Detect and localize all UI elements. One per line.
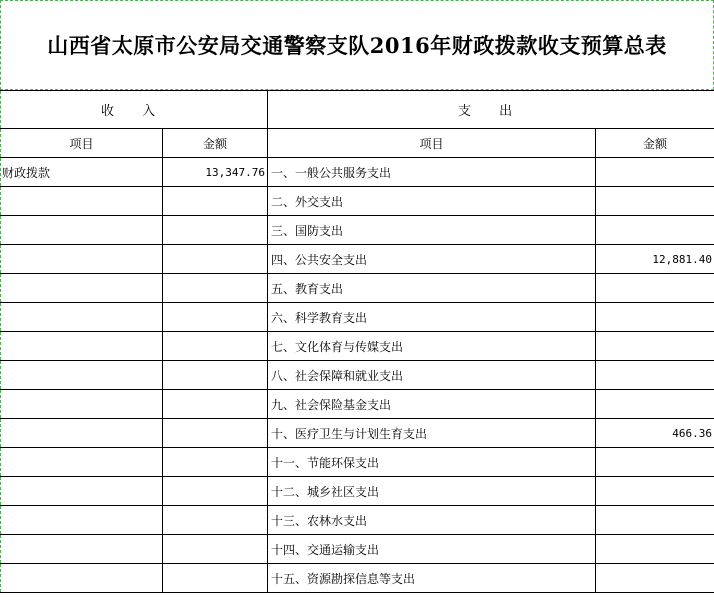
table-row [1, 535, 714, 564]
income-amount-cell [163, 245, 268, 274]
expense-amount-cell: 466.36 [596, 419, 714, 448]
income-item-cell [1, 274, 163, 303]
income-item-cell: 财政拨款 [1, 158, 163, 187]
income-amount-cell [163, 535, 268, 564]
expense-item-cell: 五、教育支出 [268, 274, 596, 303]
column-header-row [1, 129, 714, 158]
income-amount-cell [163, 390, 268, 419]
table-row [1, 477, 714, 506]
expense-item-cell: 三、国防支出 [268, 216, 596, 245]
budget-table [0, 90, 714, 593]
income-item-cell [1, 245, 163, 274]
table-row [1, 216, 714, 245]
table-row [1, 506, 714, 535]
income-item-header: 项目 [1, 129, 163, 158]
expense-item-cell: 七、文化体育与传媒支出 [268, 332, 596, 361]
income-item-cell [1, 303, 163, 332]
income-item-cell [1, 216, 163, 245]
sheet-title: 山西省太原市公安局交通警察支队2016年财政拨款收支预算总表 [0, 0, 714, 90]
income-item-cell [1, 535, 163, 564]
expense-item-cell: 一、一般公共服务支出 [268, 158, 596, 187]
income-amount-cell [163, 361, 268, 390]
table-row [1, 390, 714, 419]
expense-amount-cell: 12,881.40 [596, 245, 714, 274]
income-amount-cell [163, 419, 268, 448]
expense-amount-cell [596, 361, 714, 390]
expense-item-cell: 九、社会保险基金支出 [268, 390, 596, 419]
income-item-cell [1, 361, 163, 390]
expense-item-cell: 二、外交支出 [268, 187, 596, 216]
income-item-cell [1, 477, 163, 506]
income-amount-cell [163, 506, 268, 535]
expense-amount-cell [596, 448, 714, 477]
expense-item-cell: 十、医疗卫生与计划生育支出 [268, 419, 596, 448]
income-amount-cell [163, 274, 268, 303]
expense-item-cell: 十二、城乡社区支出 [268, 477, 596, 506]
expense-amount-cell [596, 216, 714, 245]
expense-item-cell: 八、社会保障和就业支出 [268, 361, 596, 390]
income-item-cell [1, 419, 163, 448]
income-amount-cell [163, 216, 268, 245]
income-item-cell [1, 506, 163, 535]
income-item-cell [1, 187, 163, 216]
expense-amount-cell [596, 535, 714, 564]
table-row [1, 303, 714, 332]
income-amount-cell [163, 477, 268, 506]
income-item-cell [1, 448, 163, 477]
income-amount-cell [163, 448, 268, 477]
expense-item-cell: 十五、资源勘探信息等支出 [268, 564, 596, 593]
expense-item-cell: 十三、农林水支出 [268, 506, 596, 535]
expense-amount-cell [596, 477, 714, 506]
expense-amount-cell [596, 506, 714, 535]
table-row [1, 245, 714, 274]
expense-amount-header: 金额 [596, 129, 714, 158]
income-amount-cell [163, 332, 268, 361]
expense-item-header: 项目 [268, 129, 596, 158]
income-amount-cell [163, 187, 268, 216]
expense-item-cell: 六、科学教育支出 [268, 303, 596, 332]
income-item-cell [1, 390, 163, 419]
table-row [1, 332, 714, 361]
table-row [1, 419, 714, 448]
income-item-cell [1, 332, 163, 361]
table-row [1, 187, 714, 216]
expense-amount-cell [596, 303, 714, 332]
section-header-row [1, 91, 714, 129]
income-amount-header: 金额 [163, 129, 268, 158]
expense-amount-cell [596, 274, 714, 303]
expense-item-cell: 四、公共安全支出 [268, 245, 596, 274]
table-row [1, 564, 714, 593]
expense-item-cell: 十四、交通运输支出 [268, 535, 596, 564]
expense-amount-cell [596, 158, 714, 187]
table-row [1, 361, 714, 390]
income-amount-cell: 13,347.76 [163, 158, 268, 187]
income-item-cell [1, 564, 163, 593]
expense-amount-cell [596, 390, 714, 419]
expense-item-cell: 十一、节能环保支出 [268, 448, 596, 477]
table-row [1, 448, 714, 477]
expense-amount-cell [596, 187, 714, 216]
expense-amount-cell [596, 564, 714, 593]
income-amount-cell [163, 564, 268, 593]
income-amount-cell [163, 303, 268, 332]
income-header: 收 入 [1, 91, 268, 129]
expense-amount-cell [596, 332, 714, 361]
table-row [1, 274, 714, 303]
table-row [1, 158, 714, 187]
expense-header: 支 出 [268, 91, 714, 129]
